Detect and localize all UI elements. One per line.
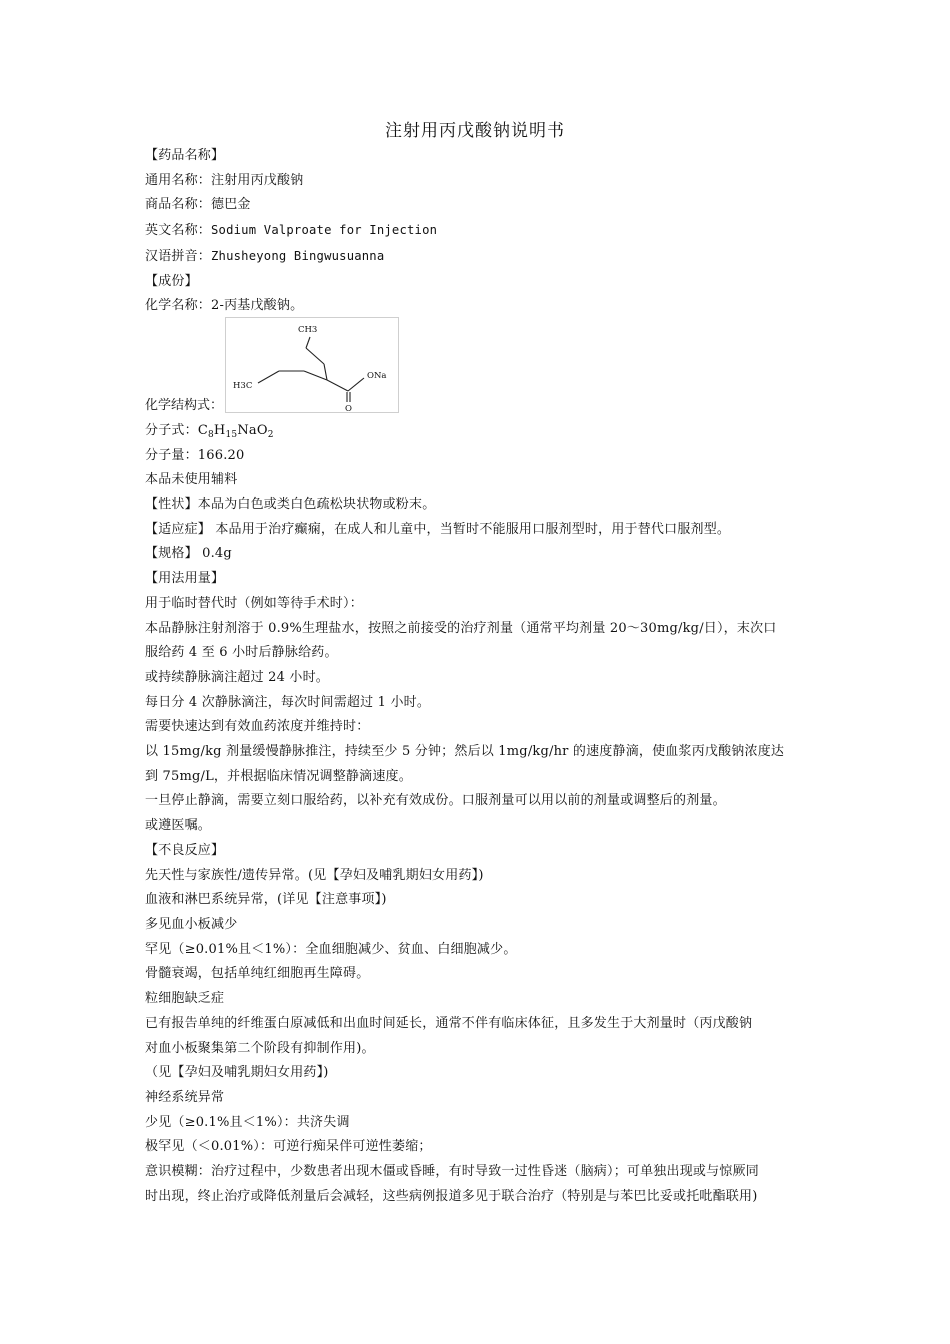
english-name-value: Sodium Valproate for Injection [211,223,438,238]
dosage-line: 或持续静脉滴注超过 24 小时。 [145,669,330,685]
adverse-line: 骨髓衰竭，包括单纯红细胞再生障碍。 [145,966,370,982]
pinyin-label: 汉语拼音： [145,248,212,264]
english-name [145,218,810,244]
atom-h3c: H3C [233,380,253,391]
dosage-line: 每日分 4 次静脉滴注，每次时间需超过 1 小时。 [145,694,431,710]
dosage-line: 或遵医嘱。 [145,818,212,834]
section-header-adverse: 【不良反应】 [145,842,225,858]
bond [327,380,348,391]
adverse-line: 神经系统异常 [145,1089,225,1105]
adverse-line: 粒细胞缺乏症 [145,991,225,1007]
adverse-line: 对血小板聚集第二个阶段有抑制作用)。 [145,1040,375,1056]
chemical-structure-diagram [225,317,399,413]
generic-name: 通用名称：注射用丙戊酸钠 [145,172,304,188]
adverse-line: 罕见（≥0.01%且＜1%）：全血细胞减少、贫血、白细胞减少。 [145,941,517,957]
bond [306,337,310,348]
bond [324,364,327,380]
formula-h: H [213,422,226,438]
pinyin-value: Zhusheyong Bingwusuanna [211,248,385,263]
structure-svg [226,318,398,412]
molecular-weight: 分子量：166.20 [145,447,245,463]
trade-name: 商品名称：德巴金 [145,197,251,213]
chemical-structure-row [145,319,810,419]
english-name-label: 英文名称： [145,223,212,239]
indication: 【适应症】 本品用于治疗癫痫，在成人和儿童中，当暂时不能服用口服剂型时，用于替代口服剂型。 [145,521,731,537]
dosage-line: 到 75mg/L，并根据临床情况调整静滴速度。 [145,768,412,784]
bond [258,371,279,383]
adverse-line: 先天性与家族性/遗传异常。(见【孕妇及哺乳期妇女用药】) [145,867,484,883]
dosage-line: 本品静脉注射剂溶于 0.9%生理盐水，按照之前接受的治疗剂量（通常平均剂量 20～30mg/kg/日），末次口 [145,620,777,636]
formula-nao: NaO [237,422,268,438]
adverse-line: 血液和淋巴系统异常，(详见【注意事项】) [145,892,387,908]
section-header-dosage: 【用法用量】 [145,571,225,587]
adverse-line: 多见血小板减少 [145,916,238,932]
dosage-line: 用于临时替代时（例如等待手术时）： [145,595,363,611]
specification: 【规格】 0.4g [145,546,232,562]
atom-o: O [345,403,352,412]
excipients-note: 本品未使用辅料 [145,472,238,488]
document-body [145,144,810,1209]
formula-label: 分子式： [145,422,198,438]
adverse-line: 时出现，终止治疗或降低剂量后会减轻，这些病例报道多见于联合治疗（特别是与苯巴比妥或托吡酯联用) [145,1188,758,1204]
molecular-formula [145,419,810,444]
adverse-line: 意识模糊：治疗过程中，少数患者出现木僵或昏睡，有时导致一过性昏迷（脑病）；可单独出现或与惊厥同 [145,1164,759,1180]
dosage-line: 服给药 4 至 6 小时后静脉给药。 [145,645,338,661]
document-title: 注射用丙戊酸钠说明书 [385,121,565,141]
bond [306,348,324,364]
formula-c: C [197,422,208,438]
bond [348,378,364,391]
pinyin-name [145,244,810,270]
formula-o-sub: 2 [267,429,274,440]
formula-h-sub: 15 [225,429,238,440]
dosage-line: 需要快速达到有效血药浓度并维持时： [145,719,370,735]
formula-c-sub: 8 [207,429,214,440]
adverse-line: （见【孕妇及哺乳期妇女用药】) [145,1065,329,1081]
dosage-line: 一旦停止静滴，需要立刻口服给药，以补充有效成份。口服剂量可以用以前的剂量或调整后的剂量。 [145,793,726,809]
chemical-name: 化学名称：2-丙基戊酸钠。 [145,298,304,314]
adverse-line: 极罕见（＜0.01%）：可逆行痴呆伴可逆性萎缩； [145,1139,432,1155]
appearance: 【性状】本品为白色或类白色疏松块状物或粉末。 [145,497,436,513]
structure-label: 化学结构式： [145,398,224,414]
section-header-drug-name: 【药品名称】 [145,148,225,163]
adverse-line: 少见（≥0.1%且＜1%）：共济失调 [145,1114,350,1130]
adverse-line: 已有报告单纯的纤维蛋白原减低和出血时间延长，通常不伴有临床体征，且多发生于大剂量时（丙戊酸钠 [145,1015,753,1031]
dosage-line: 以 15mg/kg 剂量缓慢静脉推注，持续至少 5 分钟；然后以 1mg/kg/hr 的速度静滴，使血浆丙戊酸钠浓度达 [145,744,785,760]
section-header-composition: 【成份】 [145,273,198,289]
bond [304,371,327,380]
atom-ch3: CH3 [298,324,318,335]
atom-ona: ONa [367,370,387,381]
